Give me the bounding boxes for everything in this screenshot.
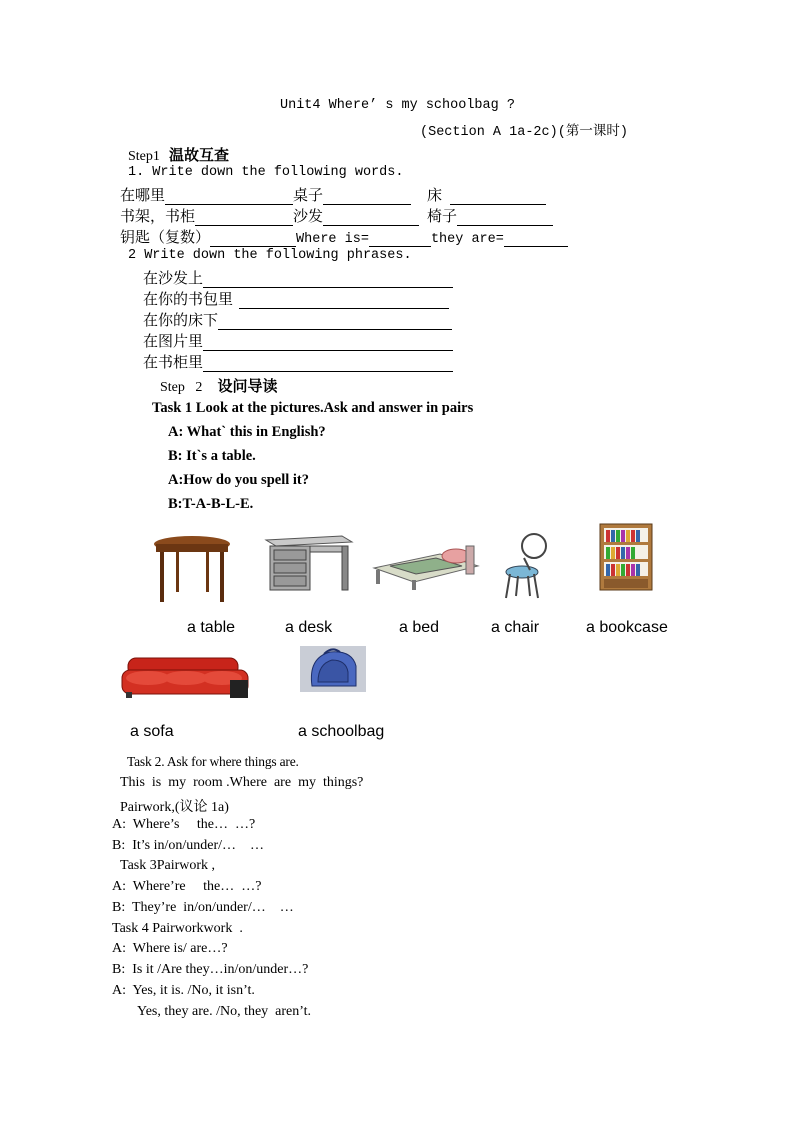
- word-cn: 桌子: [293, 186, 324, 204]
- room-line: This is my room .Where are my things?: [120, 775, 364, 790]
- dialog-line: B: Is it /Are they…in/on/under…?: [112, 962, 309, 977]
- table-picture: [150, 532, 234, 606]
- answer-blank[interactable]: [323, 211, 419, 226]
- step2-heading: 设问导读: [217, 377, 278, 395]
- caption-desk: a desk: [285, 619, 333, 636]
- words-row-1: [120, 184, 546, 205]
- word-cn: 床: [427, 186, 443, 204]
- dialog-line: B: It’s in/on/under/… …: [112, 838, 265, 853]
- phrase-row: [143, 267, 453, 288]
- step2-label: Step 2: [160, 380, 203, 395]
- phrase-row: [143, 330, 453, 351]
- word-cn: 沙发: [293, 207, 324, 225]
- answer-blank[interactable]: [210, 232, 296, 247]
- answer-blank[interactable]: [203, 357, 453, 372]
- dialog-line: Yes, they are. /No, they aren’t.: [137, 1004, 312, 1019]
- phrase-row: [143, 288, 449, 309]
- word-cn: 在哪里: [120, 186, 166, 204]
- dialog-line: A: Where’re the… …?: [112, 879, 262, 894]
- sofa-picture: [118, 652, 252, 702]
- words-row-2: [120, 205, 553, 226]
- caption-table: a table: [187, 619, 236, 636]
- word-cn: 钥匙（复数）: [120, 228, 211, 246]
- caption-chair: a chair: [491, 619, 540, 636]
- phrase-cn: 在图片里: [143, 332, 204, 350]
- step1-heading: 温故互查: [168, 146, 229, 164]
- answer-blank[interactable]: [203, 273, 453, 288]
- answer-blank[interactable]: [195, 211, 293, 226]
- dialog-line: A: Where’s the… …?: [112, 817, 256, 832]
- they-are-label: they are=: [430, 232, 504, 247]
- page-subtitle: (Section A 1a-2c)(第一课时): [420, 125, 628, 140]
- answer-blank[interactable]: [323, 190, 411, 205]
- answer-blank[interactable]: [369, 232, 431, 247]
- answer-blank[interactable]: [165, 190, 293, 205]
- answer-blank[interactable]: [457, 211, 553, 226]
- bed-picture: [370, 540, 482, 590]
- caption-schoolbag: a schoolbag: [298, 723, 385, 740]
- desk-picture: [262, 532, 354, 594]
- phrase-cn: 在沙发上: [143, 269, 204, 287]
- answer-blank[interactable]: [239, 294, 449, 309]
- phrase-cn: 在你的书包里: [143, 290, 234, 308]
- bookcase-picture: [598, 522, 656, 592]
- step2-header: [160, 375, 278, 396]
- word-cn: 椅子: [427, 207, 458, 225]
- caption-bookcase: a bookcase: [586, 619, 668, 636]
- task2-instruction: Task 2. Ask for where things are.: [127, 754, 299, 769]
- chair-picture: [500, 532, 552, 600]
- dialog-line: A: Yes, it is. /No, it isn’t.: [112, 983, 255, 998]
- step1-question-2: 2 Write down the following phrases.: [128, 248, 412, 263]
- pairwork-line: Pairwork,(议论 1a): [120, 800, 229, 815]
- schoolbag-picture: [300, 646, 366, 692]
- dialog-line: A: Where is/ are…?: [112, 941, 228, 956]
- caption-sofa: a sofa: [130, 723, 174, 740]
- where-is-label: Where is=: [296, 232, 369, 247]
- word-cn: 书架，书柜: [120, 207, 196, 225]
- task3-instruction: Task 3Pairwork ,: [120, 858, 216, 873]
- step1-header: [128, 144, 229, 165]
- phrase-cn: 在你的床下: [143, 311, 219, 329]
- page-title: Unit4 Where’ s my schoolbag ?: [280, 98, 515, 113]
- task4-instruction: Task 4 Pairworkwork .: [112, 921, 243, 936]
- dialog-line: A: What` this in English?: [168, 424, 326, 440]
- dialog-line: B:T-A-B-L-E.: [168, 496, 254, 512]
- phrase-row: [143, 351, 453, 372]
- step1-label: Step1: [128, 149, 160, 164]
- step1-question-1: 1. Write down the following words.: [128, 165, 404, 180]
- answer-blank[interactable]: [203, 336, 453, 351]
- dialog-line: B: They’re in/on/under/… …: [112, 900, 294, 915]
- answer-blank[interactable]: [450, 190, 546, 205]
- words-row-3: [120, 226, 568, 247]
- task1-instruction: Task 1 Look at the pictures.Ask and answer in pairs: [152, 400, 474, 416]
- phrase-cn: 在书柜里: [143, 353, 204, 371]
- answer-blank[interactable]: [218, 315, 452, 330]
- answer-blank[interactable]: [504, 232, 568, 247]
- dialog-line: B: It`s a table.: [168, 448, 256, 464]
- phrase-row: [143, 309, 452, 330]
- dialog-line: A:How do you spell it?: [168, 472, 309, 488]
- caption-bed: a bed: [399, 619, 440, 636]
